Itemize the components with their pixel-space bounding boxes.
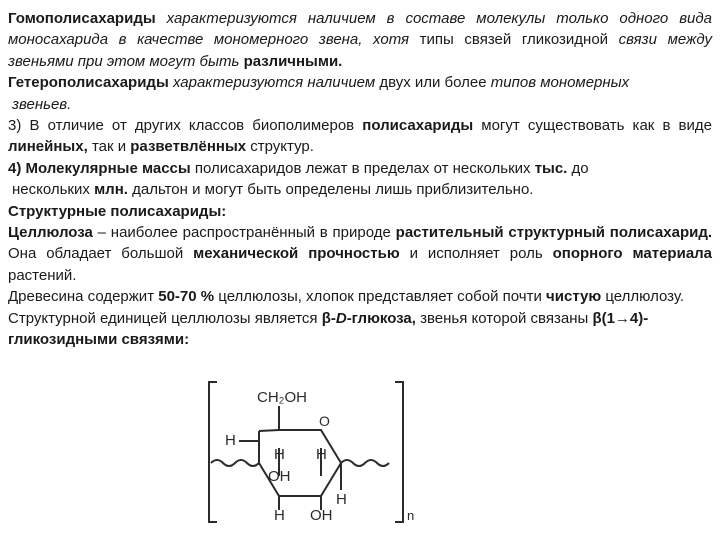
paragraph-homopolysaccharides: Гомополисахариды характеризуются наличием в составе молекулы только одного вида моносахарида в качестве мономерного звена, хотя типы связей гликозидной связи между звеньями при этом могут быть различными. [8,10,712,70]
h-c4-label: H [274,446,285,463]
document-body [8,8,712,351]
paragraph-3: 3) В отличие от других классов биополимеров полисахариды могут существовать как в виде линейных, так и разветвлённых структур. [8,117,712,156]
paragraph-heteropolysaccharides: Гетерополисахариды характеризуются наличием двух или более типов мономерных звеньев. [8,74,630,113]
repeat-n-label: n [407,508,415,523]
h-left-label: H [225,432,236,449]
ch2oh-label: CH₂OH [257,389,307,406]
paragraph-structural-unit: Структурной единицей целлюлозы является β-D-глюкоза, звенья которой связаны β(1→4)- гликозидными связями: [8,309,649,349]
oh-c4-label: OH [268,468,291,485]
pyranose-ring [259,430,341,496]
wavy-bond-right [341,460,389,466]
structural-polysaccharides-heading: Структурные полисахариды: [8,202,227,220]
h-c1-label: H [336,491,347,508]
ring-oxygen-label: O [319,413,330,429]
wavy-bond-left [211,460,259,466]
paragraph-cellulose: Целлюлоза – наиболее распространённый в природе растительный структурный полисахарид. Она обладает большой механической прочностью и исполняет роль опорного материала растений. [8,224,713,284]
right-bracket [395,382,403,522]
h-c3-label: H [316,446,327,463]
cellulose-unit-structure [195,378,435,528]
term-heteropolysaccharides: Гетерополисахариды [8,74,169,92]
left-bracket [209,382,217,522]
term-homopolysaccharides: Гомополисахариды [8,10,156,27]
oh-c3-label: OH [310,507,333,524]
paragraph-wood: Древесина содержит 50-70 % целлюлозы, хлопок представляет собой почти чистую целлюлозу. [8,288,685,306]
h-bottom-left-label: H [274,507,285,524]
paragraph-4: 4) Молекулярные массы полисахаридов лежат в пределах от нескольких тыс. до нескольких млн. дальтон и могут быть определены лишь приблизительно. [8,159,589,199]
